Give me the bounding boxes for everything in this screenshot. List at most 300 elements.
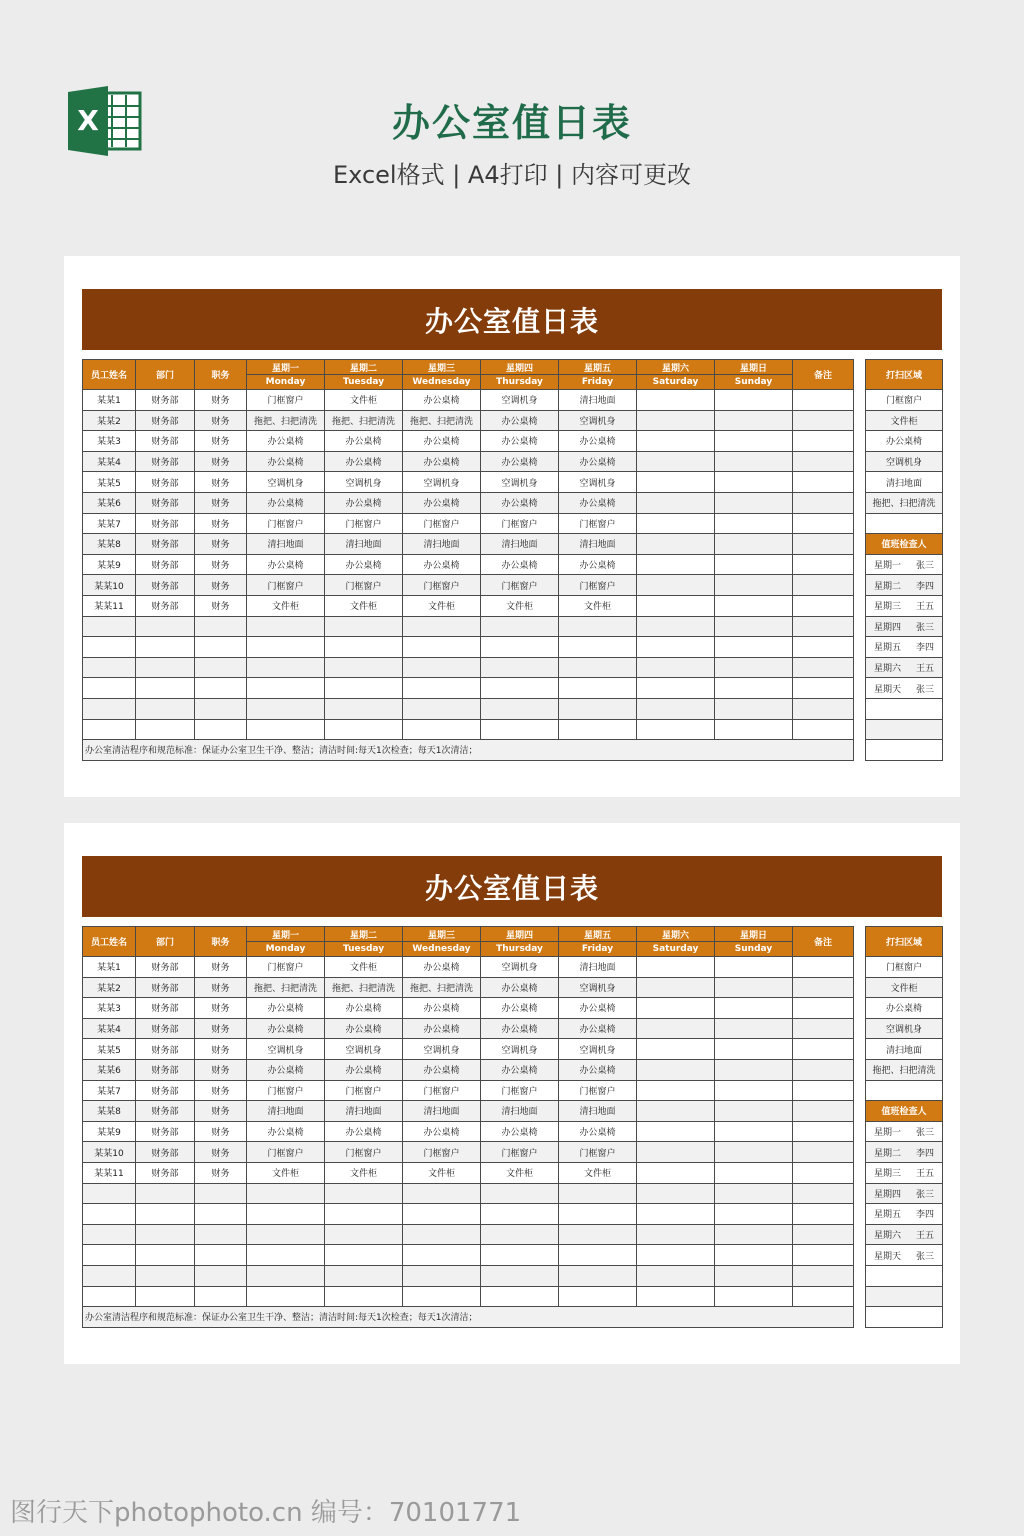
table-cell: [637, 616, 715, 637]
area-item: 办公桌椅: [866, 998, 943, 1019]
table-cell: [136, 1204, 195, 1225]
table-cell: 财务部: [136, 1018, 195, 1039]
table-cell: [793, 534, 854, 555]
header-day-zh: 星期三: [403, 360, 481, 375]
table-cell: [195, 1265, 247, 1286]
table-cell: [481, 1224, 559, 1245]
table-cell: [403, 657, 481, 678]
table-cell: 财务: [195, 1059, 247, 1080]
inspector-day: 星期六: [874, 1231, 902, 1242]
header-day-zh: 星期四: [481, 927, 559, 942]
table-cell: [559, 616, 637, 637]
header-name: 员工姓名: [83, 360, 136, 390]
header-day-en: Sunday: [715, 375, 793, 390]
table-cell: 办公桌椅: [325, 492, 403, 513]
table-cell: [793, 698, 854, 719]
side-blank-cell: [866, 719, 943, 740]
table-row: [83, 534, 854, 555]
table-cell: 门框窗户: [481, 1080, 559, 1101]
table-cell: [715, 1265, 793, 1286]
table-cell: 文件柜: [481, 595, 559, 616]
table-cell: [247, 678, 325, 699]
table-cell: [715, 616, 793, 637]
inspector-name: 王五: [915, 1169, 934, 1180]
table-cell: 空调机身: [247, 1039, 325, 1060]
table-cell: [136, 1224, 195, 1245]
header-day-en: Thursday: [481, 942, 559, 957]
table-cell: [403, 616, 481, 637]
table-cell: [136, 1265, 195, 1286]
table-cell: [559, 1224, 637, 1245]
table-cell: 办公桌椅: [559, 431, 637, 452]
table-cell: [83, 1286, 136, 1307]
table-cell: 拖把、扫把清洗: [403, 977, 481, 998]
table-cell: [325, 1183, 403, 1204]
table-cell: 文件柜: [325, 1162, 403, 1183]
table-cell: [715, 1224, 793, 1245]
table-cell: [481, 1204, 559, 1225]
table-cell: 门框窗户: [559, 1142, 637, 1163]
table-cell: 财务部: [136, 1080, 195, 1101]
table-cell: [247, 698, 325, 719]
table-cell: 办公桌椅: [559, 998, 637, 1019]
table-cell: 某某8: [83, 534, 136, 555]
table-cell: 某某6: [83, 492, 136, 513]
table-row: [83, 554, 854, 575]
table-cell: 拖把、扫把清洗: [403, 410, 481, 431]
inspector-header: 值班检查人: [866, 1101, 943, 1122]
inspector-name: 李四: [915, 1210, 934, 1221]
table-cell: 财务: [195, 492, 247, 513]
table-cell: 门框窗户: [559, 575, 637, 596]
table-cell: 文件柜: [403, 1162, 481, 1183]
side-blank-cell: [866, 1307, 943, 1328]
table-cell: 办公桌椅: [481, 1121, 559, 1142]
table-cell: 财务: [195, 998, 247, 1019]
table-cell: 某某10: [83, 1142, 136, 1163]
inspector-name: 张三: [915, 684, 934, 695]
table-cell: 办公桌椅: [325, 1018, 403, 1039]
table-cell: [247, 1286, 325, 1307]
table-cell: [325, 637, 403, 658]
table-cell: [715, 410, 793, 431]
header-day-zh: 星期五: [559, 360, 637, 375]
table-cell: 办公桌椅: [325, 554, 403, 575]
table-cell: [83, 719, 136, 740]
table-cell: 办公桌椅: [247, 998, 325, 1019]
table-cell: 清扫地面: [559, 390, 637, 411]
table-cell: [637, 554, 715, 575]
table-cell: 某某11: [83, 1162, 136, 1183]
inspector-item: [866, 678, 943, 699]
table-cell: 办公桌椅: [403, 998, 481, 1019]
table-cell: [637, 492, 715, 513]
table-cell: [403, 698, 481, 719]
area-item: 拖把、扫把清洗: [866, 492, 943, 513]
table-cell: [637, 1245, 715, 1266]
table-cell: 文件柜: [325, 390, 403, 411]
table-cell: 门框窗户: [403, 575, 481, 596]
table-cell: 财务: [195, 957, 247, 978]
table-cell: 财务部: [136, 431, 195, 452]
watermark: 图行天下photophoto.cn 编号：70101771: [10, 1498, 522, 1528]
table-cell: 清扫地面: [247, 1101, 325, 1122]
table-row: [83, 410, 854, 431]
table-row: [83, 957, 854, 978]
table-cell: [793, 678, 854, 699]
inspector-day: 星期二: [874, 1148, 902, 1159]
table-cell: 财务: [195, 534, 247, 555]
table-cell: 清扫地面: [247, 534, 325, 555]
table-cell: 办公桌椅: [403, 1059, 481, 1080]
table-cell: 财务部: [136, 1121, 195, 1142]
table-cell: 财务部: [136, 472, 195, 493]
table-cell: 清扫地面: [325, 534, 403, 555]
table-cell: 空调机身: [559, 472, 637, 493]
table-cell: [793, 1265, 854, 1286]
table-cell: 门框窗户: [247, 957, 325, 978]
table-cell: 财务: [195, 451, 247, 472]
table-cell: [559, 1183, 637, 1204]
table-cell: [637, 678, 715, 699]
table-cell: [715, 1204, 793, 1225]
table-cell: 空调机身: [481, 957, 559, 978]
table-cell: [136, 1183, 195, 1204]
header-day-en: Saturday: [637, 942, 715, 957]
area-item: 空调机身: [866, 451, 943, 472]
table-cell: [195, 1286, 247, 1307]
table-row: [83, 719, 854, 740]
table-cell: [793, 472, 854, 493]
table-cell: [637, 998, 715, 1019]
table-cell: 办公桌椅: [559, 1018, 637, 1039]
table-cell: 门框窗户: [247, 1080, 325, 1101]
table-cell: 某某8: [83, 1101, 136, 1122]
table-cell: [637, 410, 715, 431]
header-day-en: Sunday: [715, 942, 793, 957]
table-cell: 办公桌椅: [481, 451, 559, 472]
header-day-en: Saturday: [637, 375, 715, 390]
table-row: [83, 1059, 854, 1080]
table-cell: [481, 1286, 559, 1307]
inspector-name: 张三: [915, 1128, 934, 1139]
table-cell: [715, 390, 793, 411]
table-cell: [403, 1224, 481, 1245]
table-row: [83, 451, 854, 472]
table-cell: [136, 698, 195, 719]
table-cell: [195, 1245, 247, 1266]
table-cell: 某某1: [83, 390, 136, 411]
duty-side-table: [865, 926, 943, 1328]
table-cell: [637, 719, 715, 740]
table-cell: [403, 1183, 481, 1204]
table-cell: [559, 1204, 637, 1225]
table-cell: [195, 657, 247, 678]
inspector-name: 张三: [915, 1189, 934, 1200]
table-cell: [637, 1183, 715, 1204]
inspector-day: 星期一: [874, 561, 902, 572]
table-cell: 空调机身: [481, 472, 559, 493]
table-cell: 门框窗户: [559, 513, 637, 534]
table-cell: 清扫地面: [559, 1101, 637, 1122]
table-cell: [715, 719, 793, 740]
area-header: 打扫区域: [866, 927, 943, 957]
table-cell: [247, 657, 325, 678]
table-cell: 门框窗户: [403, 513, 481, 534]
table-row: [83, 1286, 854, 1307]
table-cell: [136, 657, 195, 678]
table-cell: 办公桌椅: [403, 1121, 481, 1142]
table-cell: 财务部: [136, 492, 195, 513]
header-day-en: Monday: [247, 375, 325, 390]
table-cell: [715, 1245, 793, 1266]
inspector-day: 星期六: [874, 664, 902, 675]
table-cell: [793, 1286, 854, 1307]
table-cell: 某某9: [83, 1121, 136, 1142]
table-cell: [195, 1224, 247, 1245]
table-cell: [325, 1204, 403, 1225]
table-cell: 文件柜: [325, 595, 403, 616]
duty-side-table: [865, 359, 943, 761]
inspector-day: 星期五: [874, 1210, 902, 1221]
inspector-day: 星期五: [874, 643, 902, 654]
table-cell: 办公桌椅: [481, 431, 559, 452]
table-cell: [637, 1059, 715, 1080]
table-cell: 财务: [195, 977, 247, 998]
header-name: 员工姓名: [83, 927, 136, 957]
sheet-title: 办公室值日表: [82, 856, 942, 917]
table-cell: 办公桌椅: [247, 1018, 325, 1039]
table-cell: [637, 472, 715, 493]
table-cell: 空调机身: [559, 1039, 637, 1060]
table-cell: 办公桌椅: [247, 1059, 325, 1080]
table-cell: 某某11: [83, 595, 136, 616]
inspector-item: [866, 1162, 943, 1183]
header-day-zh: 星期三: [403, 927, 481, 942]
table-cell: [559, 1245, 637, 1266]
table-row: [83, 678, 854, 699]
table-cell: 门框窗户: [481, 575, 559, 596]
table-cell: [637, 1101, 715, 1122]
table-cell: 办公桌椅: [247, 492, 325, 513]
table-cell: [481, 719, 559, 740]
table-cell: 财务部: [136, 595, 195, 616]
table-cell: [637, 1286, 715, 1307]
table-cell: [715, 451, 793, 472]
inspector-item: [866, 657, 943, 678]
table-cell: [325, 657, 403, 678]
table-cell: 空调机身: [403, 472, 481, 493]
header-day-zh: 星期日: [715, 927, 793, 942]
table-cell: 空调机身: [481, 390, 559, 411]
inspector-item: [866, 595, 943, 616]
table-cell: [83, 1224, 136, 1245]
table-cell: [559, 657, 637, 678]
table-cell: 清扫地面: [559, 534, 637, 555]
table-cell: [637, 637, 715, 658]
header-day-en: Monday: [247, 942, 325, 957]
table-cell: 办公桌椅: [559, 1059, 637, 1080]
table-row: [83, 1204, 854, 1225]
area-item: 门框窗户: [866, 957, 943, 978]
inspector-item: [866, 1224, 943, 1245]
table-cell: [83, 657, 136, 678]
table-cell: 办公桌椅: [559, 451, 637, 472]
inspector-day: 星期天: [874, 684, 902, 695]
inspector-day: 星期三: [874, 602, 902, 613]
inspector-name: 李四: [915, 581, 934, 592]
header-day-zh: 星期日: [715, 360, 793, 375]
area-item: 办公桌椅: [866, 431, 943, 452]
inspector-item: [866, 1142, 943, 1163]
table-cell: [136, 678, 195, 699]
table-cell: [715, 534, 793, 555]
table-cell: 办公桌椅: [481, 977, 559, 998]
table-cell: [83, 1265, 136, 1286]
header-day-zh: 星期四: [481, 360, 559, 375]
table-cell: 拖把、扫把清洗: [247, 410, 325, 431]
table-cell: [793, 616, 854, 637]
table-cell: 空调机身: [403, 1039, 481, 1060]
table-cell: 某某2: [83, 410, 136, 431]
table-cell: 门框窗户: [247, 390, 325, 411]
table-cell: 办公桌椅: [403, 957, 481, 978]
table-cell: [481, 657, 559, 678]
header-day-en: Friday: [559, 942, 637, 957]
header-role: 职务: [195, 927, 247, 957]
table-cell: 拖把、扫把清洗: [247, 977, 325, 998]
table-cell: [136, 616, 195, 637]
table-cell: [637, 513, 715, 534]
table-row: [83, 1224, 854, 1245]
table-cell: 某某1: [83, 957, 136, 978]
table-cell: [481, 637, 559, 658]
inspector-item: [866, 1204, 943, 1225]
table-cell: [793, 554, 854, 575]
table-cell: [715, 513, 793, 534]
table-cell: 财务: [195, 390, 247, 411]
table-cell: 办公桌椅: [403, 492, 481, 513]
table-cell: 空调机身: [559, 977, 637, 998]
table-cell: [136, 719, 195, 740]
sheet-title: 办公室值日表: [82, 289, 942, 350]
table-cell: [637, 957, 715, 978]
table-cell: [715, 492, 793, 513]
inspector-item: [866, 1121, 943, 1142]
table-cell: 空调机身: [559, 410, 637, 431]
table-cell: [325, 1286, 403, 1307]
table-cell: 清扫地面: [481, 534, 559, 555]
table-cell: [247, 719, 325, 740]
table-cell: [325, 1224, 403, 1245]
table-cell: [793, 1101, 854, 1122]
table-cell: 门框窗户: [403, 1080, 481, 1101]
table-cell: 清扫地面: [481, 1101, 559, 1122]
table-cell: 门框窗户: [325, 513, 403, 534]
table-cell: [793, 1224, 854, 1245]
table-cell: 某某6: [83, 1059, 136, 1080]
table-cell: 财务部: [136, 513, 195, 534]
table-cell: [481, 616, 559, 637]
table-cell: [403, 678, 481, 699]
inspector-item: [866, 637, 943, 658]
table-cell: 文件柜: [481, 1162, 559, 1183]
table-cell: [83, 1183, 136, 1204]
inspector-header: 值班检查人: [866, 534, 943, 555]
table-cell: [195, 1183, 247, 1204]
table-cell: [793, 1245, 854, 1266]
table-cell: 财务: [195, 513, 247, 534]
table-cell: [715, 1080, 793, 1101]
table-cell: [715, 977, 793, 998]
table-cell: [83, 678, 136, 699]
cleaning-standard-note: 办公室清洁程序和规范标准：保证办公室卫生干净、整洁；清洁时间:每天1次检查；每天1次清洁；: [83, 1307, 854, 1328]
table-cell: [793, 719, 854, 740]
table-cell: [715, 1039, 793, 1060]
duty-table: [82, 359, 854, 761]
table-cell: [715, 1059, 793, 1080]
table-cell: [403, 1286, 481, 1307]
header-day-zh: 星期二: [325, 360, 403, 375]
table-cell: [637, 1162, 715, 1183]
table-cell: [715, 1018, 793, 1039]
table-cell: [637, 1204, 715, 1225]
table-cell: 办公桌椅: [559, 492, 637, 513]
table-cell: [793, 410, 854, 431]
table-row: [83, 513, 854, 534]
table-cell: [559, 719, 637, 740]
inspector-day: 星期四: [874, 622, 902, 633]
duty-table: [82, 926, 854, 1328]
inspector-day: 星期天: [874, 1251, 902, 1262]
table-cell: [83, 1204, 136, 1225]
table-cell: 财务部: [136, 390, 195, 411]
table-cell: [715, 1121, 793, 1142]
table-cell: 财务部: [136, 1039, 195, 1060]
table-cell: [793, 575, 854, 596]
area-item: 文件柜: [866, 410, 943, 431]
table-cell: [195, 1204, 247, 1225]
cleaning-standard-note: 办公室清洁程序和规范标准：保证办公室卫生干净、整洁；清洁时间:每天1次检查；每天1次清洁；: [83, 740, 854, 761]
table-cell: 办公桌椅: [403, 431, 481, 452]
header-day-zh: 星期一: [247, 360, 325, 375]
table-cell: [793, 1080, 854, 1101]
table-cell: 办公桌椅: [325, 1059, 403, 1080]
table-cell: [637, 1121, 715, 1142]
table-cell: [715, 1162, 793, 1183]
table-cell: [637, 698, 715, 719]
table-row: [83, 472, 854, 493]
table-cell: [481, 678, 559, 699]
table-cell: 财务: [195, 1162, 247, 1183]
table-cell: 清扫地面: [559, 957, 637, 978]
table-cell: [403, 1265, 481, 1286]
table-cell: [637, 575, 715, 596]
table-cell: 某某3: [83, 998, 136, 1019]
inspector-name: 张三: [915, 561, 934, 572]
table-cell: [195, 719, 247, 740]
table-cell: [247, 637, 325, 658]
table-cell: 办公桌椅: [325, 431, 403, 452]
table-cell: 拖把、扫把清洗: [325, 977, 403, 998]
table-cell: 门框窗户: [325, 1080, 403, 1101]
table-cell: 财务: [195, 410, 247, 431]
table-cell: 财务: [195, 554, 247, 575]
table-cell: [637, 1142, 715, 1163]
side-blank-cell: [866, 698, 943, 719]
table-cell: 门框窗户: [559, 1080, 637, 1101]
table-cell: [637, 657, 715, 678]
